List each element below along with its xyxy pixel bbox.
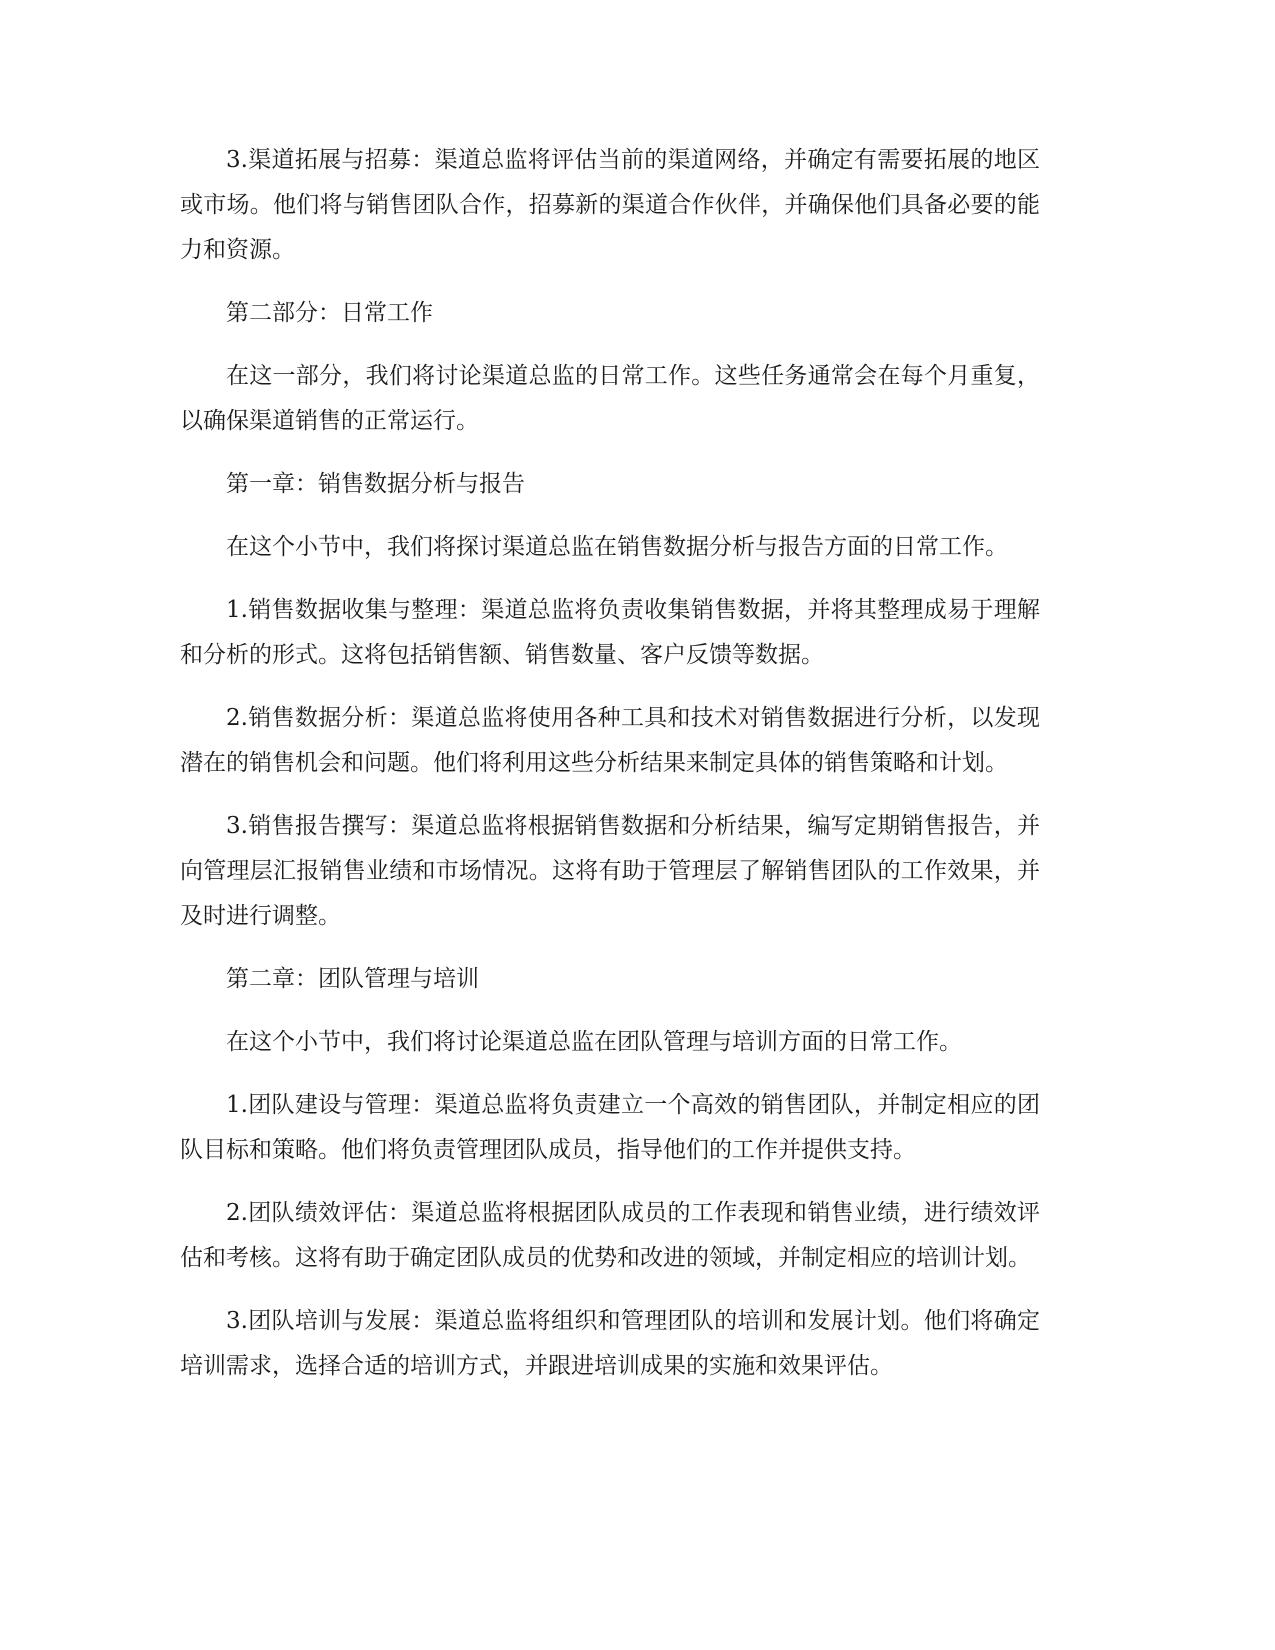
paragraph-team-training: 3.团队培训与发展：渠道总监将组织和管理团队的培训和发展计划。他们将确定培训需求，选择合适的培训方式，并跟进培训成果的实施和效果评估。 bbox=[180, 1308, 1040, 1379]
chapter-heading-team-management: 第二章：团队管理与培训 bbox=[226, 966, 479, 992]
paragraph-chapter-intro: 在这个小节中，我们将探讨渠道总监在销售数据分析与报告方面的日常工作。 bbox=[226, 534, 1008, 560]
paragraph-data-analysis: 2.销售数据分析：渠道总监将使用各种工具和技术对销售数据进行分析，以发现潜在的销售机会和问题。他们将利用这些分析结果来制定具体的销售策略和计划。 bbox=[180, 705, 1040, 776]
document-body bbox=[180, 138, 1040, 1407]
chapter-heading-sales-data: 第一章：销售数据分析与报告 bbox=[226, 471, 525, 497]
paragraph-team-performance: 2.团队绩效评估：渠道总监将根据团队成员的工作表现和销售业绩，进行绩效评估和考核。这将有助于确定团队成员的优势和改进的领域，并制定相应的培训计划。 bbox=[180, 1200, 1040, 1271]
paragraph-team-building: 1.团队建设与管理：渠道总监将负责建立一个高效的销售团队，并制定相应的团队目标和策略。他们将负责管理团队成员，指导他们的工作并提供支持。 bbox=[180, 1092, 1040, 1163]
paragraph-data-collection: 1.销售数据收集与整理：渠道总监将负责收集销售数据，并将其整理成易于理解和分析的形式。这将包括销售额、销售数量、客户反馈等数据。 bbox=[180, 597, 1040, 668]
paragraph-channel-expansion: 3.渠道拓展与招募：渠道总监将评估当前的渠道网络，并确定有需要拓展的地区或市场。他们将与销售团队合作，招募新的渠道合作伙伴，并确保他们具备必要的能力和资源。 bbox=[180, 147, 1040, 263]
paragraph-section-intro: 在这一部分，我们将讨论渠道总监的日常工作。这些任务通常会在每个月重复，以确保渠道销售的正常运行。 bbox=[180, 363, 1040, 434]
paragraph-team-intro: 在这个小节中，我们将讨论渠道总监在团队管理与培训方面的日常工作。 bbox=[226, 1029, 962, 1055]
paragraph-sales-report: 3.销售报告撰写：渠道总监将根据销售数据和分析结果，编写定期销售报告，并向管理层汇报销售业绩和市场情况。这将有助于管理层了解销售团队的工作效果，并及时进行调整。 bbox=[180, 813, 1040, 929]
section-heading-daily-work: 第二部分：日常工作 bbox=[226, 300, 433, 326]
